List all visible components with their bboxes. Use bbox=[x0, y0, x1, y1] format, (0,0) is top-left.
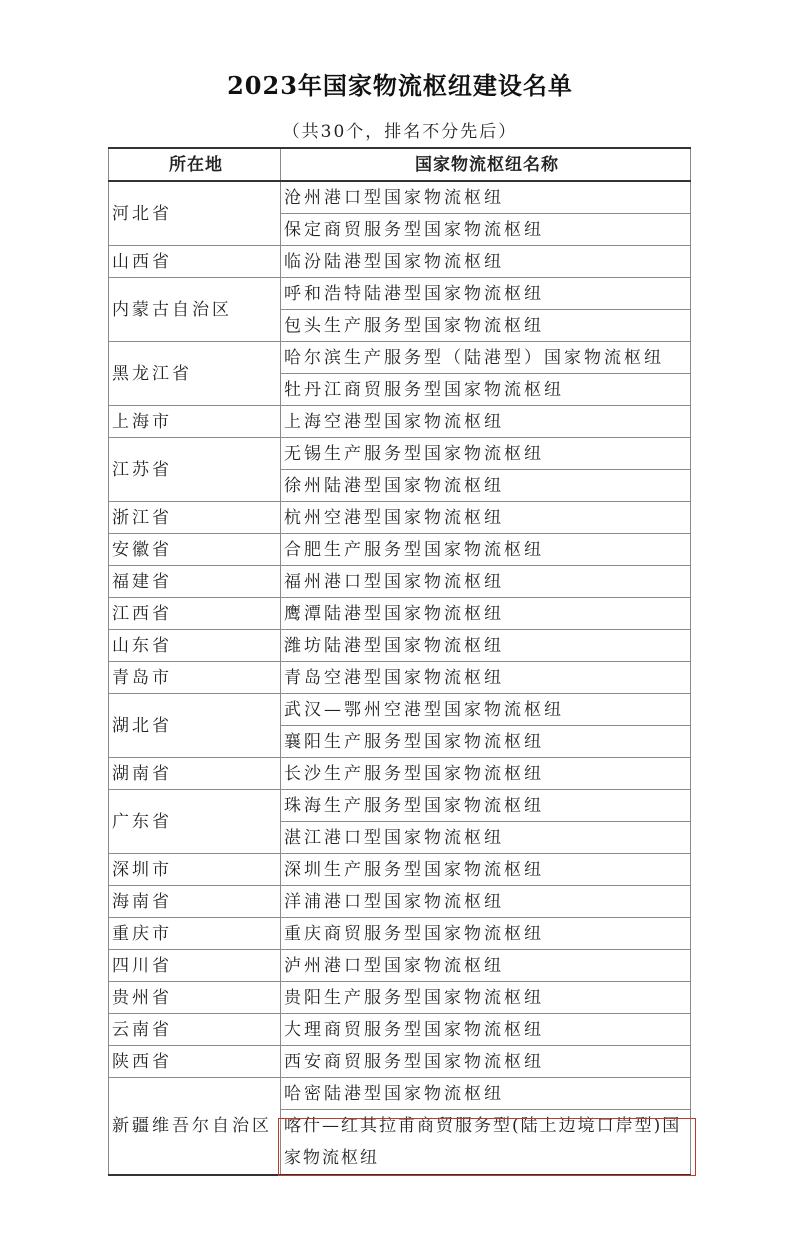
table-row bbox=[109, 406, 691, 438]
location-cell: 江西省 bbox=[109, 598, 281, 630]
location-cell: 河北省 bbox=[109, 181, 281, 246]
location-cell: 上海市 bbox=[109, 406, 281, 438]
hub-cell: 福州港口型国家物流枢纽 bbox=[281, 566, 691, 598]
table-row bbox=[109, 566, 691, 598]
hub-cell: 洋浦港口型国家物流枢纽 bbox=[281, 886, 691, 918]
location-cell: 广东省 bbox=[109, 790, 281, 854]
location-cell: 内蒙古自治区 bbox=[109, 278, 281, 342]
table-row bbox=[109, 662, 691, 694]
location-cell: 湖北省 bbox=[109, 694, 281, 758]
location-cell: 贵州省 bbox=[109, 982, 281, 1014]
hub-cell: 哈尔滨生产服务型（陆港型）国家物流枢纽 bbox=[281, 342, 691, 374]
table-row bbox=[109, 278, 691, 310]
location-cell: 安徽省 bbox=[109, 534, 281, 566]
hub-cell: 襄阳生产服务型国家物流枢纽 bbox=[281, 726, 691, 758]
location-cell: 青岛市 bbox=[109, 662, 281, 694]
hub-cell: 临汾陆港型国家物流枢纽 bbox=[281, 246, 691, 278]
hub-cell: 上海空港型国家物流枢纽 bbox=[281, 406, 691, 438]
table-header-row bbox=[109, 148, 691, 181]
hub-cell: 长沙生产服务型国家物流枢纽 bbox=[281, 758, 691, 790]
hub-cell-highlighted: 喀什—红其拉甫商贸服务型(陆上边境口岸型)国家物流枢纽 bbox=[281, 1110, 691, 1176]
location-cell: 山东省 bbox=[109, 630, 281, 662]
hub-cell: 泸州港口型国家物流枢纽 bbox=[281, 950, 691, 982]
table-row bbox=[109, 1078, 691, 1110]
table-row bbox=[109, 1014, 691, 1046]
table-row bbox=[109, 598, 691, 630]
location-cell: 湖南省 bbox=[109, 758, 281, 790]
header-hub-name: 国家物流枢纽名称 bbox=[281, 148, 691, 181]
table-row bbox=[109, 854, 691, 886]
hub-cell: 重庆商贸服务型国家物流枢纽 bbox=[281, 918, 691, 950]
location-cell: 浙江省 bbox=[109, 502, 281, 534]
hub-cell: 鹰潭陆港型国家物流枢纽 bbox=[281, 598, 691, 630]
table-row bbox=[109, 342, 691, 374]
location-cell: 深圳市 bbox=[109, 854, 281, 886]
hub-cell: 武汉—鄂州空港型国家物流枢纽 bbox=[281, 694, 691, 726]
location-cell: 云南省 bbox=[109, 1014, 281, 1046]
table-row bbox=[109, 630, 691, 662]
hub-cell: 哈密陆港型国家物流枢纽 bbox=[281, 1078, 691, 1110]
location-cell: 重庆市 bbox=[109, 918, 281, 950]
hub-cell: 牡丹江商贸服务型国家物流枢纽 bbox=[281, 374, 691, 406]
hub-cell: 大理商贸服务型国家物流枢纽 bbox=[281, 1014, 691, 1046]
page-title: 2023年国家物流枢纽建设名单 bbox=[227, 71, 573, 100]
table-row bbox=[109, 181, 691, 214]
location-cell: 四川省 bbox=[109, 950, 281, 982]
hub-cell: 呼和浩特陆港型国家物流枢纽 bbox=[281, 278, 691, 310]
hub-cell: 无锡生产服务型国家物流枢纽 bbox=[281, 438, 691, 470]
table-row bbox=[109, 918, 691, 950]
table-row bbox=[109, 758, 691, 790]
table-row bbox=[109, 790, 691, 822]
hub-cell: 保定商贸服务型国家物流枢纽 bbox=[281, 214, 691, 246]
location-cell: 陕西省 bbox=[109, 1046, 281, 1078]
location-cell: 海南省 bbox=[109, 886, 281, 918]
hub-cell: 珠海生产服务型国家物流枢纽 bbox=[281, 790, 691, 822]
hub-cell: 西安商贸服务型国家物流枢纽 bbox=[281, 1046, 691, 1078]
hub-cell: 杭州空港型国家物流枢纽 bbox=[281, 502, 691, 534]
header-location: 所在地 bbox=[109, 148, 281, 181]
hub-cell: 青岛空港型国家物流枢纽 bbox=[281, 662, 691, 694]
hub-cell: 深圳生产服务型国家物流枢纽 bbox=[281, 854, 691, 886]
page-subtitle: （共30个，排名不分先后） bbox=[282, 122, 518, 142]
location-cell: 江苏省 bbox=[109, 438, 281, 502]
hub-cell: 徐州陆港型国家物流枢纽 bbox=[281, 470, 691, 502]
table-row bbox=[109, 950, 691, 982]
hub-cell: 合肥生产服务型国家物流枢纽 bbox=[281, 534, 691, 566]
hub-cell: 湛江港口型国家物流枢纽 bbox=[281, 822, 691, 854]
table-row bbox=[109, 982, 691, 1014]
table-row bbox=[109, 534, 691, 566]
table-row bbox=[109, 502, 691, 534]
table-row bbox=[109, 886, 691, 918]
hub-cell: 沧州港口型国家物流枢纽 bbox=[281, 181, 691, 214]
table-row bbox=[109, 694, 691, 726]
location-cell: 山西省 bbox=[109, 246, 281, 278]
hub-cell: 潍坊陆港型国家物流枢纽 bbox=[281, 630, 691, 662]
hub-list-table bbox=[108, 147, 691, 1176]
location-cell: 福建省 bbox=[109, 566, 281, 598]
hub-cell: 包头生产服务型国家物流枢纽 bbox=[281, 310, 691, 342]
table-row bbox=[109, 246, 691, 278]
location-cell: 黑龙江省 bbox=[109, 342, 281, 406]
location-cell: 新疆维吾尔自治区 bbox=[109, 1078, 281, 1176]
table-row bbox=[109, 438, 691, 470]
hub-cell: 贵阳生产服务型国家物流枢纽 bbox=[281, 982, 691, 1014]
table-row bbox=[109, 1046, 691, 1078]
